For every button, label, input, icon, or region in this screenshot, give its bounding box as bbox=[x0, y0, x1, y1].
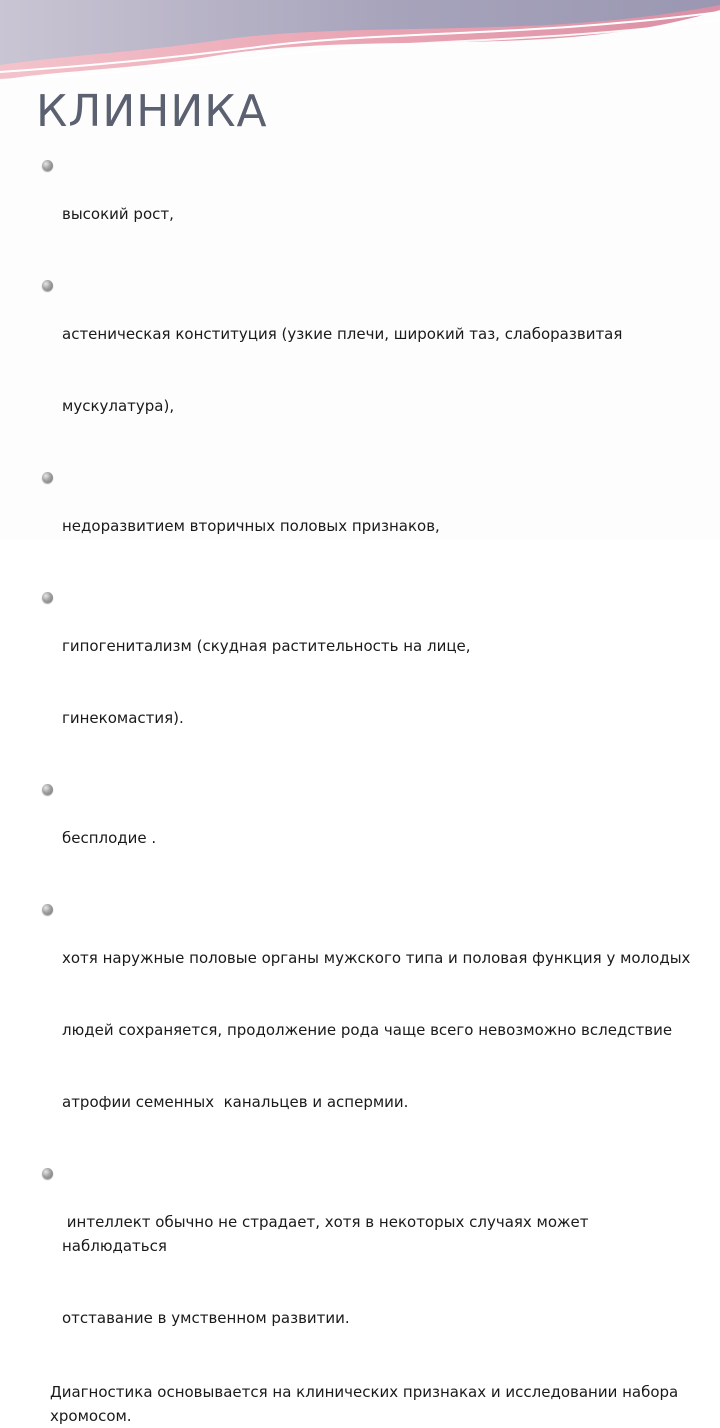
bullet-text bbox=[62, 466, 696, 586]
bullet-line: высокий рост, bbox=[62, 205, 174, 223]
bullet-text bbox=[62, 1162, 696, 1378]
bullet-text bbox=[62, 586, 696, 778]
bullet-item-secondary-signs bbox=[36, 466, 696, 586]
bullet-list bbox=[36, 154, 696, 1428]
bullet-dot-icon bbox=[42, 1168, 53, 1179]
bullet-line-continued: людей сохраняется, продолжение рода чаще всего невозможно вследствие bbox=[62, 1021, 673, 1039]
bullet-item-constitution bbox=[36, 274, 696, 466]
bullet-line: гипогенитализм (скудная растительность на лице, bbox=[62, 637, 471, 655]
bullet-item-tall-stature bbox=[36, 154, 696, 274]
bullet-item-external-organs bbox=[36, 898, 696, 1162]
slide-title: КЛИНИКА bbox=[36, 86, 268, 137]
diagnostics-paragraph bbox=[36, 1380, 696, 1428]
bullet-text bbox=[62, 274, 696, 466]
bullet-text bbox=[62, 898, 696, 1162]
paragraph-line-continued: хромосом. bbox=[50, 1407, 132, 1425]
bullet-item-infertility bbox=[36, 778, 696, 898]
bullet-dot-icon bbox=[42, 160, 53, 171]
bullet-line: интеллект обычно не страдает, хотя в некоторых случаях может наблюдаться bbox=[62, 1213, 594, 1255]
bullet-line: бесплодие . bbox=[62, 829, 157, 847]
bullet-dot-icon bbox=[42, 280, 53, 291]
bullet-dot-icon bbox=[42, 592, 53, 603]
bullet-line-continued: атрофии семенных канальцев и аспермии. bbox=[62, 1093, 409, 1111]
bullet-line: астеническая конституция (узкие плечи, широкий таз, слаборазвитая bbox=[62, 325, 623, 343]
bullet-line: недоразвитием вторичных половых признаков, bbox=[62, 517, 440, 535]
bullet-item-hypogenitalism bbox=[36, 586, 696, 778]
bullet-item-intellect bbox=[36, 1162, 696, 1378]
bullet-dot-icon bbox=[42, 784, 53, 795]
bullet-dot-icon bbox=[42, 472, 53, 483]
bullet-line: хотя наружные половые органы мужского типа и половая функция у молодых bbox=[62, 949, 691, 967]
bullet-line-continued: мускулатура), bbox=[62, 397, 175, 415]
bullet-line-continued: отставание в умственном развитии. bbox=[62, 1309, 350, 1327]
bullet-dot-icon bbox=[42, 904, 53, 915]
bullet-line-continued: гинекомастия). bbox=[62, 709, 184, 727]
bullet-text bbox=[62, 154, 696, 274]
paragraph-line: Диагностика основывается на клинических признаках и исследовании набора bbox=[50, 1383, 679, 1401]
bullet-text bbox=[62, 778, 696, 898]
